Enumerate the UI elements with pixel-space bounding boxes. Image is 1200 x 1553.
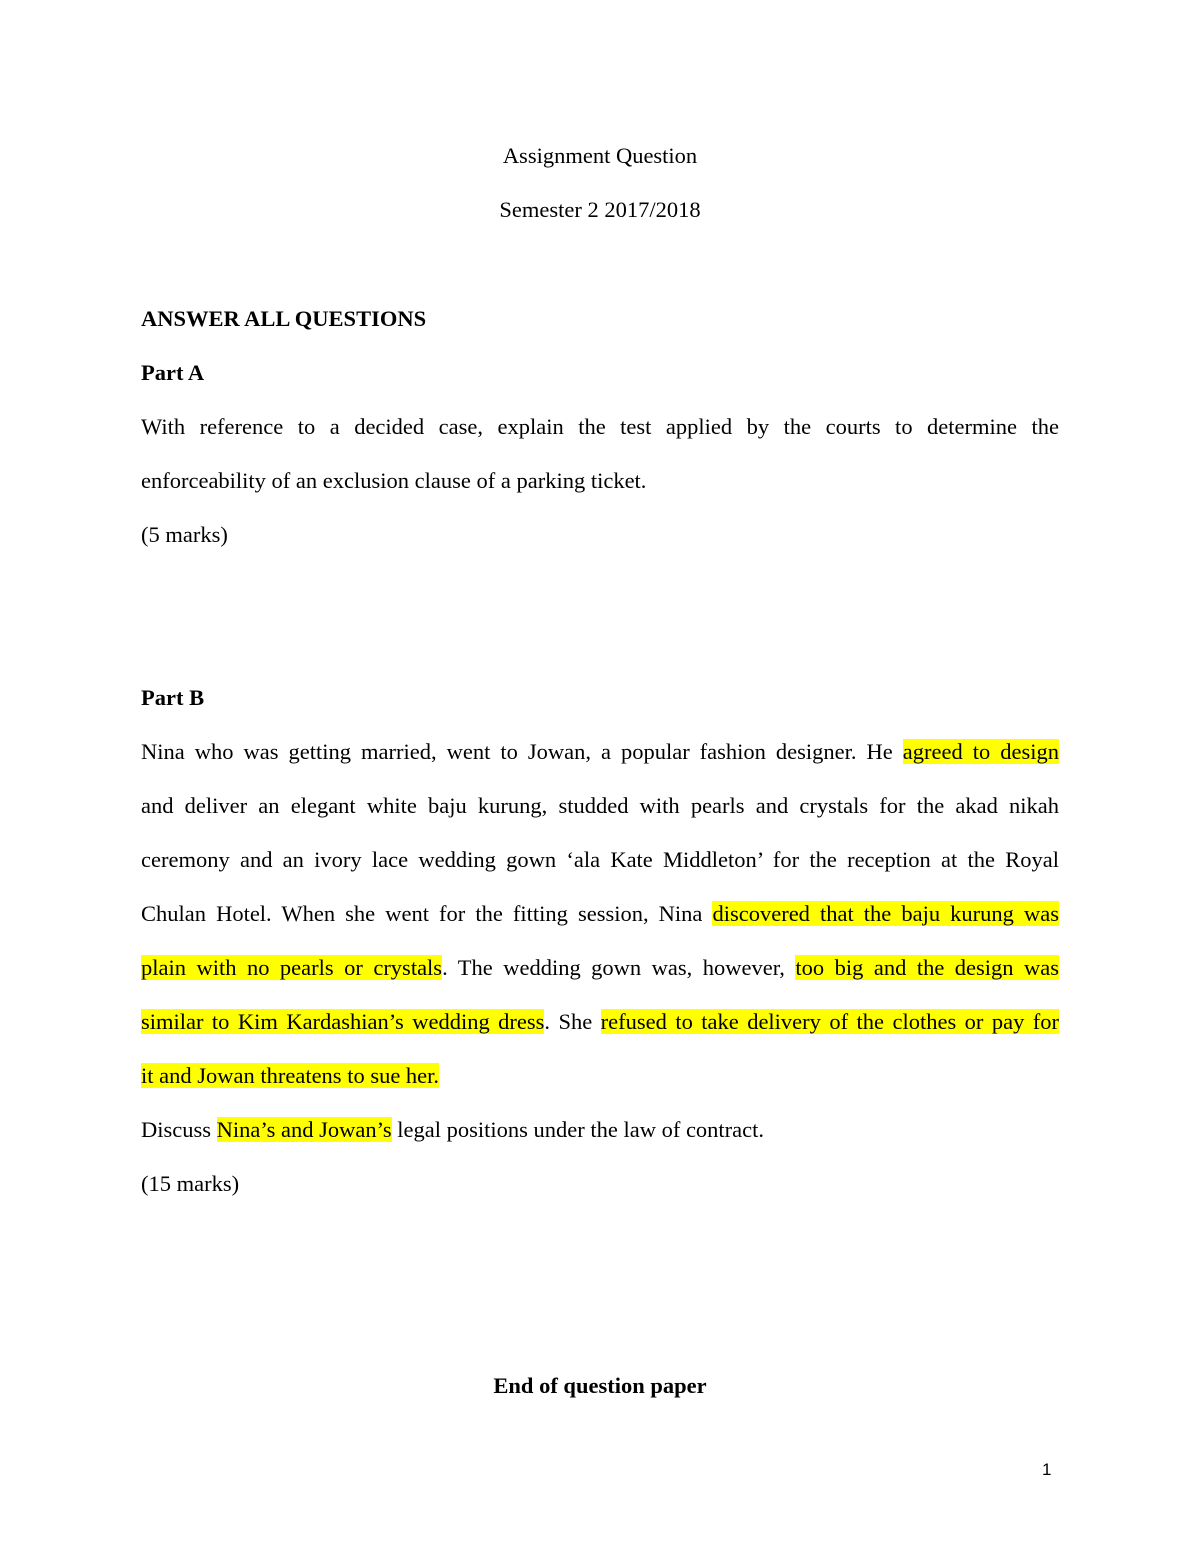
part-b-line-5 [141, 953, 1059, 983]
highlighted-text: it and Jowan threatens to sue her. [141, 1063, 440, 1088]
semester-label: Semester 2 2017/2018 [499, 197, 701, 222]
highlighted-text: too big and the design was [795, 955, 1059, 980]
part-b-text: Chulan Hotel. When she went for the fitting session, Nina [141, 901, 713, 926]
part-b-heading: Part B [141, 685, 205, 710]
part-b-line-1 [141, 737, 1059, 767]
document-title: Assignment Question [502, 143, 698, 168]
part-b-text: . She [544, 1009, 601, 1034]
part-b-text: Nina who was getting married, went to Jowan, a popular fashion designer. He [141, 739, 903, 764]
part-b-line-3: ceremony and an ivory lace wedding gown ‘ala Kate Middleton’ for the reception at the Royal [141, 847, 1059, 872]
part-b-marks: (15 marks) [141, 1171, 240, 1196]
end-of-paper: End of question paper [493, 1373, 707, 1398]
part-a-marks: (5 marks) [141, 522, 228, 547]
highlighted-text: plain with no pearls or crystals [141, 955, 443, 980]
part-b-line-2: and deliver an elegant white baju kurung, studded with pearls and crystals for the akad nikah [141, 793, 1059, 818]
part-a-heading: Part A [141, 360, 205, 385]
highlighted-text: discovered that the baju kurung was [712, 901, 1059, 926]
part-b-line-7 [141, 1061, 439, 1091]
highlighted-text: refused to take delivery of the clothes or pay for [600, 1009, 1059, 1034]
part-b-line-6 [141, 1007, 1059, 1037]
part-b-text: . The wedding gown was, however, [442, 955, 796, 980]
highlighted-text: similar to Kim Kardashian’s wedding dress [141, 1009, 545, 1034]
instruction-heading: ANSWER ALL QUESTIONS [141, 306, 427, 331]
part-b-question [141, 1115, 764, 1145]
part-b-line-4 [141, 899, 1059, 929]
page-number: 1 [1042, 1460, 1052, 1479]
part-b-text: legal positions under the law of contract. [391, 1117, 765, 1142]
part-a-question-line-2: enforceability of an exclusion clause of a parking ticket. [141, 468, 647, 493]
part-a-question-line-1: With reference to a decided case, explain the test applied by the courts to determine the [141, 414, 1059, 439]
highlighted-text: agreed to design [902, 739, 1060, 764]
highlighted-text: Nina’s and Jowan’s [216, 1117, 392, 1142]
part-b-text: Discuss [141, 1117, 217, 1142]
